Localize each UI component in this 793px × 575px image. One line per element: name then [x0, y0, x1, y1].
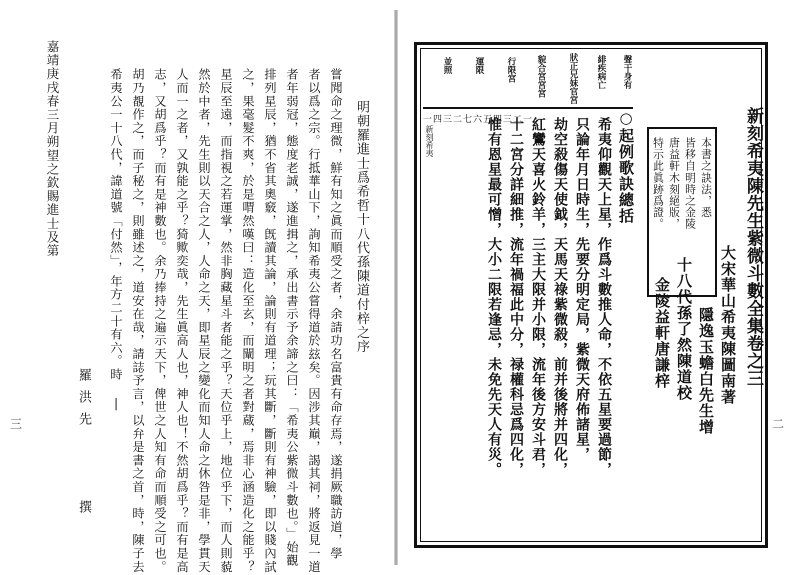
attribution-editor: 隱逸玉蟾白先生增	[697, 307, 715, 435]
preface-line-2: 者以爲之宗。行抵華山下，詢知希夷公嘗得道於玆矣。因涉其巔，謁其祠，將返見一道	[307, 68, 321, 574]
attribution-author: 大宋華山希夷陳圖南著	[719, 245, 737, 405]
verse-line-2: 只論年月日時生，先要分明定局，紫微天府佈諸星，	[574, 117, 590, 462]
band-col-4: 貌合宮宮宮	[536, 55, 546, 98]
band-col-2: 緋疾病亡	[596, 55, 606, 89]
preface-line-4: 排列星辰，猶不省其奧竅，旣讀其論，論則有道理；玩其斷，斷則有神驗，即以賤內試	[263, 68, 277, 574]
attribution-publisher: 金陵益軒唐謙梓	[653, 277, 671, 389]
notice-line-2: 皆移自明時之金陵	[684, 137, 697, 230]
left-page-number: 三	[10, 417, 23, 431]
book-gutter	[394, 10, 398, 565]
volume-title: 新刻希夷陳先生紫微斗數全集卷之三	[743, 107, 763, 387]
verse-line-3: 劫空殺傷天使鉞，天馬天祿紫微殺，前并後將并四化，	[552, 117, 568, 477]
preface-line-5: 之，果毫髮不爽，於是喟然嘆曰：造化至玄，而闡明之者對蔵，焉非心涵造化之能乎？	[241, 68, 255, 574]
margin-mark: 新刻希夷	[425, 125, 434, 157]
preface-line-1: 嘗聞命之理微，鮮有知之眞而順受之者，余請功名富貴有命存焉，遂捐厥職訪道，學	[329, 68, 343, 561]
preface-page	[18, 40, 369, 574]
preface-line-9: 志，又胡爲乎？而有是神數也。余乃捧持之遍示天下，俾世之人知有命而順受之可也。	[153, 68, 167, 574]
verse-line-6: 惟有恩星最可憎，大小二限若逢忌，未免先天人有災。	[486, 117, 502, 477]
right-page-number: 二	[772, 417, 785, 431]
notice-line-1: 本書之訣法，悉	[700, 137, 713, 219]
verse-line-1: 希夷仰觀天上星，作爲斗數推人命，不依五星要過節，	[596, 117, 612, 477]
band-col-1: 聲干身有	[622, 55, 632, 89]
preface-line-11: 希夷公一十八代，諱道號「付然」，年方二十有六。時 |	[109, 68, 123, 412]
band-col-7: 並照	[442, 57, 452, 74]
preface-date: 嘉靖庚戌春三月朔望之欽賜進士及第	[45, 40, 60, 258]
preface-signed: 撰	[76, 500, 91, 515]
verse-line-5: 十二宮分詳細推，流年禍福此中分，禄權科忌爲四化，	[508, 117, 524, 477]
verse-line-4: 紅鸞天喜火鈴羊，三主大限并小限，流年後方安斗君，	[530, 117, 546, 477]
preface-line-3: 者年弱冠，態度老誠，遂進揖之，承出書示予余諦之曰：「希夷公紫微斗數也。」始觀	[285, 68, 299, 568]
preface-line-8: 人而一之者，又孰能之乎？猗歟奕哉，先生眞高人也，神人也！不然胡爲乎？而有是高	[175, 68, 189, 574]
preface-line-7: 然於中者，先生則以天合之人，人命之天，即星辰之變化而知人命之休咎是非，學貫天	[197, 68, 211, 574]
woodblock-page	[414, 42, 768, 548]
preface-author: 羅洪先	[76, 368, 91, 434]
band-numbers: 一四三二七六五四三二一	[423, 115, 534, 125]
preface-title: 明朝羅進士爲希哲十八代孫陳道付梓之序	[354, 100, 369, 354]
preface-line-6: 星辰至遠，而指視之若運掌，然非胸藏星斗者能之乎？天位乎上，地位乎下，而人則藐	[219, 68, 233, 574]
notice-line-3: 唐益軒木刻絕版，	[668, 137, 681, 230]
band-col-3: 狀正兄妹官宮	[568, 53, 578, 104]
chart-header-band	[423, 51, 633, 125]
attribution-proofreader: 十八代孫了然陳道校	[675, 257, 693, 401]
section-heading: ○起例歌訣總括	[617, 109, 635, 224]
notice-line-4: 特示此眞跡爲證。	[652, 137, 665, 230]
preface-line-10: 胡乃覩作之，而子秘之，則雖述之，道安在哉，請誌予言，以弁是書之首，時，陳子去	[131, 68, 145, 574]
band-col-5: 行限宮	[506, 57, 516, 83]
band-col-6: 運限	[474, 57, 484, 74]
